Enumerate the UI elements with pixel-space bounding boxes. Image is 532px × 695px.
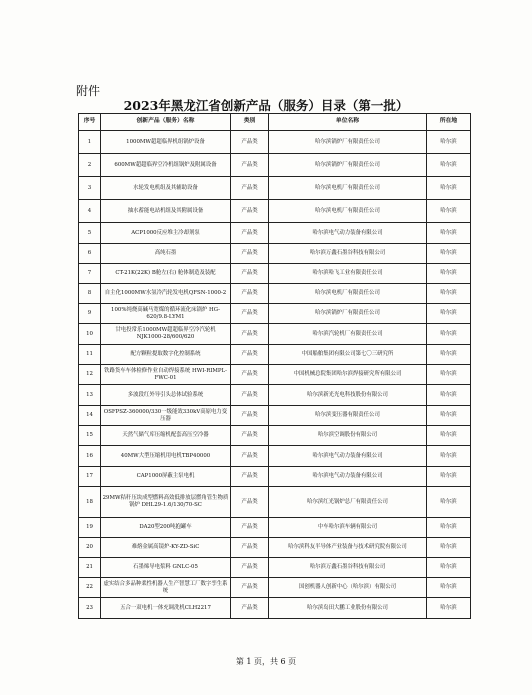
row-location: 哈尔滨 (427, 177, 471, 200)
row-location: 哈尔滨 (427, 200, 471, 223)
table-row (79, 487, 471, 518)
table-body (79, 131, 471, 619)
row-category: 产品类 (231, 467, 269, 487)
row-company: 哈尔滨变压器有限责任公司 (269, 406, 427, 426)
row-category: 产品类 (231, 154, 269, 177)
row-category: 产品类 (231, 304, 269, 324)
row-category: 产品类 (231, 223, 269, 244)
row-company: 哈尔滨科友半导体产业装备与技术研究院有限公司 (269, 538, 427, 558)
row-location: 哈尔滨 (427, 385, 471, 406)
row-location: 哈尔滨 (427, 264, 471, 284)
row-company: 哈尔滨汽轮机厂有限责任公司 (269, 324, 427, 345)
row-category: 产品类 (231, 426, 269, 446)
row-category: 产品类 (231, 487, 269, 518)
row-location: 哈尔滨 (427, 518, 471, 538)
row-company: 哈尔滨电气动力装备有限公司 (269, 446, 427, 467)
table-row (79, 304, 471, 324)
row-product-name: CAP1000屏蔽主泵电机 (101, 467, 231, 487)
table-row (79, 558, 471, 578)
table-row (79, 131, 471, 154)
row-category: 产品类 (231, 244, 269, 264)
table-row (79, 538, 471, 558)
row-category: 产品类 (231, 177, 269, 200)
row-company: 哈尔滨电气动力装备有限公司 (269, 223, 427, 244)
row-index: 1 (79, 131, 101, 154)
row-product-name: 1000MW超超临界机组锅炉设备 (101, 131, 231, 154)
table-row (79, 518, 471, 538)
row-company: 哈尔滨锅炉厂有限责任公司 (269, 304, 427, 324)
row-company: 哈尔滨万鑫石墨谷科技有限公司 (269, 244, 427, 264)
row-product-name: 水轮发电机组及其辅助设备 (101, 177, 231, 200)
table-row (79, 426, 471, 446)
row-category: 产品类 (231, 446, 269, 467)
row-index: 2 (79, 154, 101, 177)
row-category: 产品类 (231, 598, 269, 619)
table-row (79, 264, 471, 284)
row-location: 哈尔滨 (427, 598, 471, 619)
header-company: 单位名称 (269, 114, 427, 131)
product-table (78, 113, 471, 619)
row-category: 产品类 (231, 518, 269, 538)
row-company: 中国机械总院集团哈尔滨焊接研究所有限公司 (269, 365, 427, 385)
row-location: 哈尔滨 (427, 131, 471, 154)
row-category: 产品类 (231, 345, 269, 365)
row-index: 7 (79, 264, 101, 284)
table-row (79, 223, 471, 244)
row-index: 12 (79, 365, 101, 385)
table-row (79, 578, 471, 598)
row-product-name: 配方颗粒提取数字化控制系统 (101, 345, 231, 365)
row-company: 哈尔滨万鑫石墨谷科技有限公司 (269, 558, 427, 578)
header-category: 类别 (231, 114, 269, 131)
table-row (79, 385, 471, 406)
row-product-name: CT-21K(22K) B舱左(右) 舱体制造及装配 (101, 264, 231, 284)
row-company: 哈尔滨电机厂有限责任公司 (269, 177, 427, 200)
page-title: 2023年黑龙江省创新产品（服务）目录（第一批） (123, 98, 409, 113)
table-header-row (79, 114, 471, 131)
row-category: 产品类 (231, 385, 269, 406)
row-company: 哈尔滨哈飞工业有限责任公司 (269, 264, 427, 284)
row-product-name: DA20型200吨抱罐车 (101, 518, 231, 538)
row-category: 产品类 (231, 284, 269, 304)
row-index: 16 (79, 446, 101, 467)
table-row (79, 406, 471, 426)
row-product-name: 五合一双电机一体充调洗机CLH2217 (101, 598, 231, 619)
table-row (79, 598, 471, 619)
attachment-label: 附件 (76, 84, 101, 98)
row-index: 3 (79, 177, 101, 200)
row-company: 国创机器人创新中心（哈尔滨）有限公司 (269, 578, 427, 598)
row-product-name: 天然气储气库压缩机配套高压空冷器 (101, 426, 231, 446)
table-row (79, 284, 471, 304)
row-company: 哈尔滨锅炉厂有限责任公司 (269, 131, 427, 154)
table-row (79, 365, 471, 385)
row-index: 15 (79, 426, 101, 446)
table-row (79, 446, 471, 467)
header-product-name: 创新产品（服务）名称 (101, 114, 231, 131)
row-index: 13 (79, 385, 101, 406)
table-row (79, 467, 471, 487)
row-company: 哈尔滨岛田大鹏工业股份有限公司 (269, 598, 427, 619)
row-product-name: 600MW超超临界空冷机组锅炉及附属设备 (101, 154, 231, 177)
row-company: 哈尔滨红光锅炉总厂有限责任公司 (269, 487, 427, 518)
row-product-name: 甘电投常乐1000MW超超临界空冷汽轮机 NJK1000-28/600/620 (101, 324, 231, 345)
row-company: 哈尔滨新光光电科技股份有限公司 (269, 385, 427, 406)
row-index: 8 (79, 284, 101, 304)
row-category: 产品类 (231, 365, 269, 385)
row-index: 18 (79, 487, 101, 518)
row-location: 哈尔滨 (427, 345, 471, 365)
row-index: 17 (79, 467, 101, 487)
row-location: 哈尔滨 (427, 467, 471, 487)
row-location: 哈尔滨 (427, 446, 471, 467)
table-row (79, 154, 471, 177)
row-category: 产品类 (231, 578, 269, 598)
table-row (79, 244, 471, 264)
row-location: 哈尔滨 (427, 223, 471, 244)
header-location: 所在地 (427, 114, 471, 131)
row-location: 哈尔滨 (427, 154, 471, 177)
row-product-name: 抽水蓄能电站机组及其附属设备 (101, 200, 231, 223)
row-location: 哈尔滨 (427, 324, 471, 345)
row-product-name: OSFPSZ-360000/330一级能效330kV高原电力变压器 (101, 406, 231, 426)
row-category: 产品类 (231, 558, 269, 578)
row-location: 哈尔滨 (427, 426, 471, 446)
row-location: 哈尔滨 (427, 304, 471, 324)
row-product-name: 虚实结合多品种柔性机器人生产智慧工厂数字孪生系统 (101, 578, 231, 598)
row-index: 11 (79, 345, 101, 365)
row-location: 哈尔滨 (427, 284, 471, 304)
row-index: 21 (79, 558, 101, 578)
row-product-name: ACP1000反应堆主冷却剂泵 (101, 223, 231, 244)
row-index: 5 (79, 223, 101, 244)
page-footer: 第 1 页，共 6 页 (235, 657, 297, 666)
row-index: 23 (79, 598, 101, 619)
row-product-name: 难熔金属高镜炉-KY-ZD-SiC (101, 538, 231, 558)
row-company: 哈尔滨电机厂有限责任公司 (269, 284, 427, 304)
row-index: 9 (79, 304, 101, 324)
row-category: 产品类 (231, 538, 269, 558)
row-company: 中车哈尔滨车辆有限公司 (269, 518, 427, 538)
row-category: 产品类 (231, 131, 269, 154)
row-product-name: 石墨烯导电浆料 GNLC-05 (101, 558, 231, 578)
row-index: 19 (79, 518, 101, 538)
row-location: 哈尔滨 (427, 244, 471, 264)
row-category: 产品类 (231, 264, 269, 284)
row-company: 哈尔滨电机厂有限责任公司 (269, 200, 427, 223)
row-index: 20 (79, 538, 101, 558)
row-index: 22 (79, 578, 101, 598)
row-location: 哈尔滨 (427, 487, 471, 518)
table-row (79, 177, 471, 200)
row-company: 哈尔滨电气动力装备有限公司 (269, 467, 427, 487)
row-product-name: 高纯石墨 (101, 244, 231, 264)
row-location: 哈尔滨 (427, 365, 471, 385)
row-index: 10 (79, 324, 101, 345)
row-index: 14 (79, 406, 101, 426)
row-product-name: 铁路货车车体检修作业自动焊接系统 HWI-RIMPL-FWC-01 (101, 365, 231, 385)
row-company: 中国船舶集团有限公司第七〇三研究所 (269, 345, 427, 365)
row-product-name: 100%纯烧高碱马宽煤的循环流化床锅炉 HG-620/9.8-LYM1 (101, 304, 231, 324)
header-index: 序号 (79, 114, 101, 131)
row-company: 哈尔滨锅炉厂有限责任公司 (269, 154, 427, 177)
row-product-name: 29MW秸秆压块成型燃料高效低排放层燃角管生物质锅炉 DHL29-1.6/130/70-SC (101, 487, 231, 518)
row-product-name: 40MW大型压缩机用电机TBP40000 (101, 446, 231, 467)
row-category: 产品类 (231, 200, 269, 223)
table-row (79, 324, 471, 345)
row-company: 哈尔滨空调股份有限公司 (269, 426, 427, 446)
row-category: 产品类 (231, 406, 269, 426)
row-index: 4 (79, 200, 101, 223)
row-location: 哈尔滨 (427, 406, 471, 426)
table-row (79, 200, 471, 223)
row-product-name: 自主化1000MW水氢冷汽轮发电机QFSN-1000-2 (101, 284, 231, 304)
row-location: 哈尔滨 (427, 578, 471, 598)
row-product-name: 多波段红外导引头总体试验系统 (101, 385, 231, 406)
row-category: 产品类 (231, 324, 269, 345)
row-location: 哈尔滨 (427, 538, 471, 558)
row-index: 6 (79, 244, 101, 264)
table-row (79, 345, 471, 365)
row-location: 哈尔滨 (427, 558, 471, 578)
